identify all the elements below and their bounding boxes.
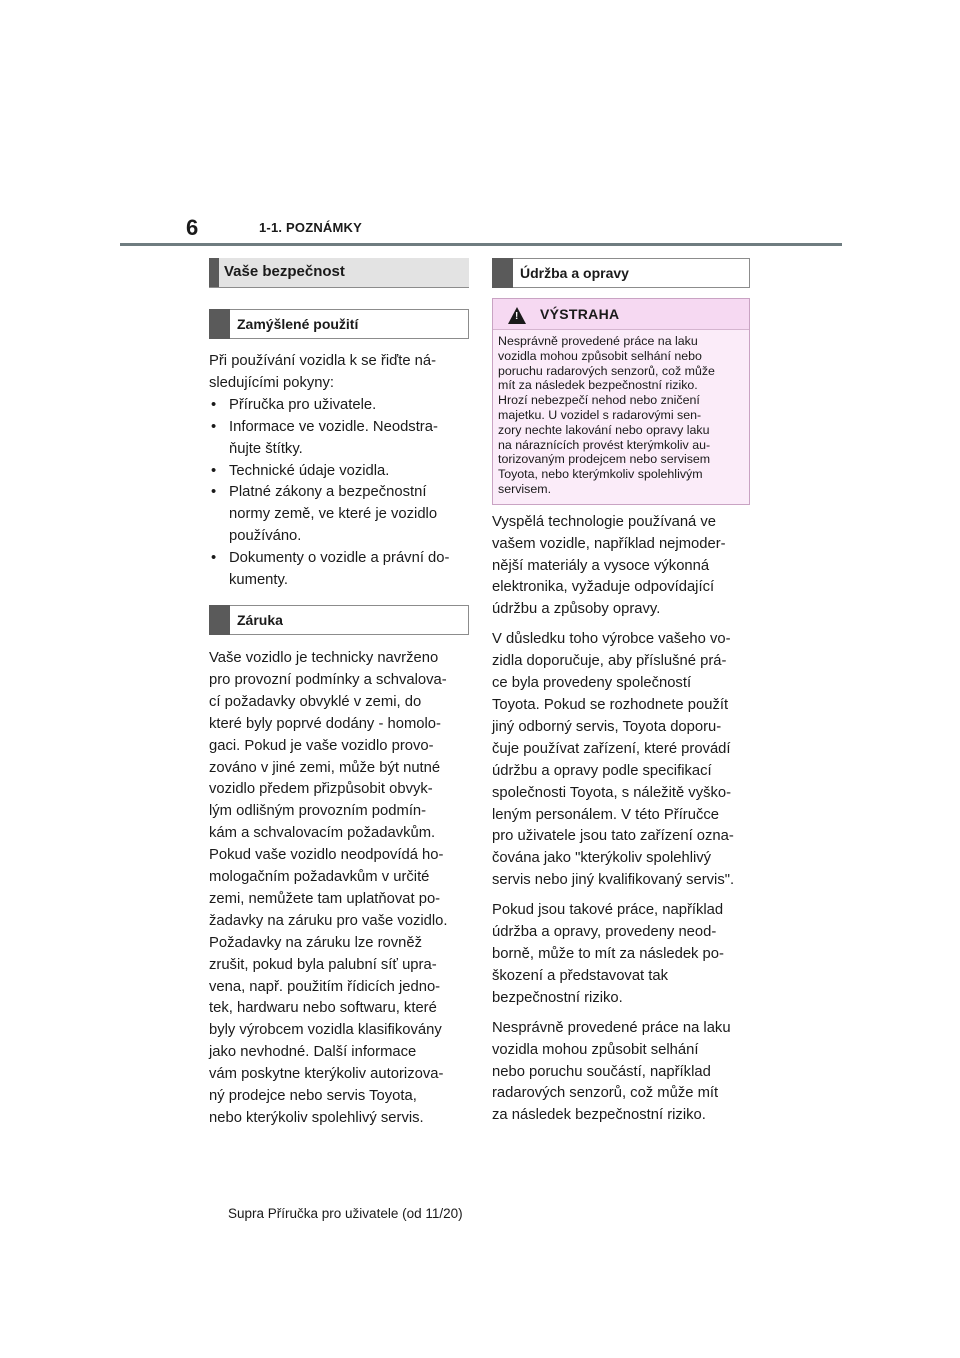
section-header-bar [492, 258, 513, 288]
text-line: nebo kterýkoliv spolehlivý servis. [209, 1110, 424, 1126]
text-line: borně, může to mít za následek po- [492, 945, 724, 962]
text-line: Toyota. Pokud se rozhodnete použít [492, 697, 729, 714]
text-line: škození a představovat tak [492, 967, 669, 984]
text-line: údržbu a způsoby opravy. [492, 601, 661, 618]
subsection-header-bar [209, 309, 230, 339]
text-line: vozidla mohou způsobit selhání nebo [498, 348, 702, 363]
maintenance-paragraph-4 [492, 1018, 750, 1128]
warning-title: VÝSTRAHA [540, 306, 620, 322]
bullet-icon: • [211, 550, 217, 567]
right-column [492, 258, 750, 1127]
text-line: Pokud jsou takové práce, například [492, 902, 724, 919]
bullet-icon: • [211, 396, 217, 413]
text-line: cí požadavky obvyklé v zemi, do [209, 693, 422, 710]
text-line: společnosti Toyota, s náležitě vyško- [492, 784, 732, 801]
header-rule [120, 243, 842, 246]
section-title: Vaše bezpečnost [224, 263, 345, 280]
text-line: servisem. [498, 481, 552, 496]
text-line: Při používání vozidla k se řiďte ná- [209, 353, 437, 369]
text-line: vozidlo předem přizpůsobit obvyk- [209, 781, 433, 798]
text-line: torizovaným prodejcem nebo servisem [498, 452, 711, 467]
text-line: vena, např. použitím řídicích jedno- [209, 978, 441, 995]
text-line: pro provozní podmínky a schvalova- [209, 671, 447, 688]
text-line: za následek bezpečnostní riziko. [492, 1107, 706, 1124]
maintenance-paragraph-3 [492, 900, 750, 1010]
text-line: Hrozí nebezpečí nehod nebo zničení [498, 393, 700, 408]
subsection-header-intended-use [209, 309, 469, 339]
text-line: Vaše vozidlo je technicky navrženo [209, 649, 439, 666]
text-line: majetku. U vozidel s radarovými sen- [498, 407, 702, 422]
maintenance-paragraph-2 [492, 629, 750, 892]
text-line: mít za následek bezpečnostní riziko. [498, 378, 698, 393]
text-line: které byly poprvé dodány - homolo- [209, 715, 441, 732]
list-item: • Platné zákony a bezpečnostní normy země, ve které je vozidlo používáno. [211, 484, 438, 545]
text-line: jako nevhodné. Další informace [209, 1044, 417, 1061]
text-line: elektronika, vyžaduje odpovídající [492, 579, 715, 596]
footer-text: Supra Příručka pro uživatele (od 11/20) [228, 1206, 463, 1221]
list-item: • Informace ve vozidle. Neodstra- ňujte štítky. [211, 418, 438, 457]
section-header-safety [209, 258, 469, 288]
warranty-paragraph [209, 648, 469, 1130]
text-line: radarových senzorů, což může mít [492, 1085, 719, 1102]
text-line: leným personálem. V této Příručce [492, 806, 719, 823]
list-item: • Příručka pro uživatele. [209, 395, 469, 417]
warning-box [492, 298, 750, 505]
left-column [209, 258, 469, 1130]
text-line: zory nechte lakování nebo opravy laku [498, 422, 710, 437]
text-line: ný prodejce nebo servis Toyota, [209, 1088, 417, 1105]
text-line: na náraznících provést kterýmkoliv au- [498, 437, 711, 452]
text-line: mologačním požadavkům v určité [209, 869, 430, 886]
section-header-bar [209, 258, 219, 287]
subsection-header-warranty [209, 605, 469, 635]
text-line: zováno v jiné zemi, může být nutné [209, 759, 441, 776]
text-line: zidla doporučuje, aby příslušné prá- [492, 653, 727, 670]
text-line: údržbu a opravy podle specifikací [492, 762, 712, 779]
section-header-maintenance [492, 258, 750, 288]
text-line: lým odlišným provozním podmín- [209, 803, 427, 820]
text-line: sledujícími pokyny: [209, 374, 335, 391]
text-line: Nesprávně provedené práce na laku [492, 1019, 731, 1036]
intended-use-list [209, 395, 469, 592]
text-line: zemi, nemůžete tam uplatňovat po- [209, 890, 441, 907]
text-line: Vyspělá technologie používaná ve [492, 513, 717, 530]
exclamation-icon: ! [515, 311, 519, 322]
text-line: nebo poruchu součástí, například [492, 1063, 711, 1080]
page-number: 6 [186, 215, 199, 240]
chapter-title: 1-1. POZNÁMKY [259, 220, 363, 235]
text-line: tek, hardwaru nebo softwaru, které [209, 1000, 437, 1017]
text-line: gaci. Pokud je vaše vozidlo provo- [209, 737, 434, 754]
text-line: servis nebo jiný kvalifikovaný servis". [492, 872, 735, 889]
text-line: poruchu radarových senzorů, což může [498, 363, 715, 378]
text-line: vám poskytne kterýkoliv autorizova- [209, 1066, 444, 1083]
bullet-icon: • [211, 484, 217, 501]
subsection-header-bar [209, 605, 230, 635]
text-line: Pokud vaše vozidlo neodpovídá ho- [209, 847, 444, 864]
list-item: • Dokumenty o vozidle a právní do- kumenty. [211, 550, 450, 589]
list-item: • Technické údaje vozidla. [209, 461, 469, 483]
section-title: Údržba a opravy [520, 265, 629, 281]
warning-text [493, 330, 749, 504]
text-line: pro uživatele jsou tato zařízení ozna- [492, 828, 734, 845]
intended-use-intro [209, 351, 469, 395]
text-line: jiný odborný servis, Toyota doporu- [492, 718, 722, 735]
text-line: Požadavky na záruku lze rovněž [209, 934, 423, 951]
bullet-icon: • [211, 462, 217, 479]
text-line: žadavky na záruku pro vaše vozidlo. [209, 912, 448, 929]
text-line: údržba a opravy, provedeny neod- [492, 924, 717, 941]
text-line: V důsledku toho výrobce vašeho vo- [492, 631, 731, 648]
text-line: Toyota, nebo kterýmkoliv spolehlivým [498, 467, 703, 482]
bullet-icon: • [211, 418, 217, 435]
text-line: vozidla mohou způsobit selhání [492, 1041, 699, 1058]
text-line: Nesprávně provedené práce na laku [498, 334, 698, 348]
text-line: kám a schvalovacím požadavkům. [209, 825, 436, 842]
text-line: nější materiály a vysoce výkonná [492, 557, 710, 574]
text-line: bezpečnostní riziko. [492, 989, 623, 1006]
maintenance-paragraph-1 [492, 512, 750, 622]
subsection-title: Zamýšlené použití [237, 316, 359, 332]
text-line: ce byla provedeny společností [492, 675, 692, 692]
warning-header [493, 299, 749, 330]
text-line: vašem vozidle, například nejmoder- [492, 535, 726, 552]
text-line: byly výrobcem vozidla klasifikovány [209, 1022, 442, 1039]
text-line: čuje používat zařízení, které provádí [492, 740, 731, 757]
subsection-title: Záruka [237, 611, 283, 628]
text-line: zrušit, pokud byla palubní síť upra- [209, 956, 437, 973]
text-line: čována jako "kterýkoliv spolehlivý [492, 850, 712, 867]
